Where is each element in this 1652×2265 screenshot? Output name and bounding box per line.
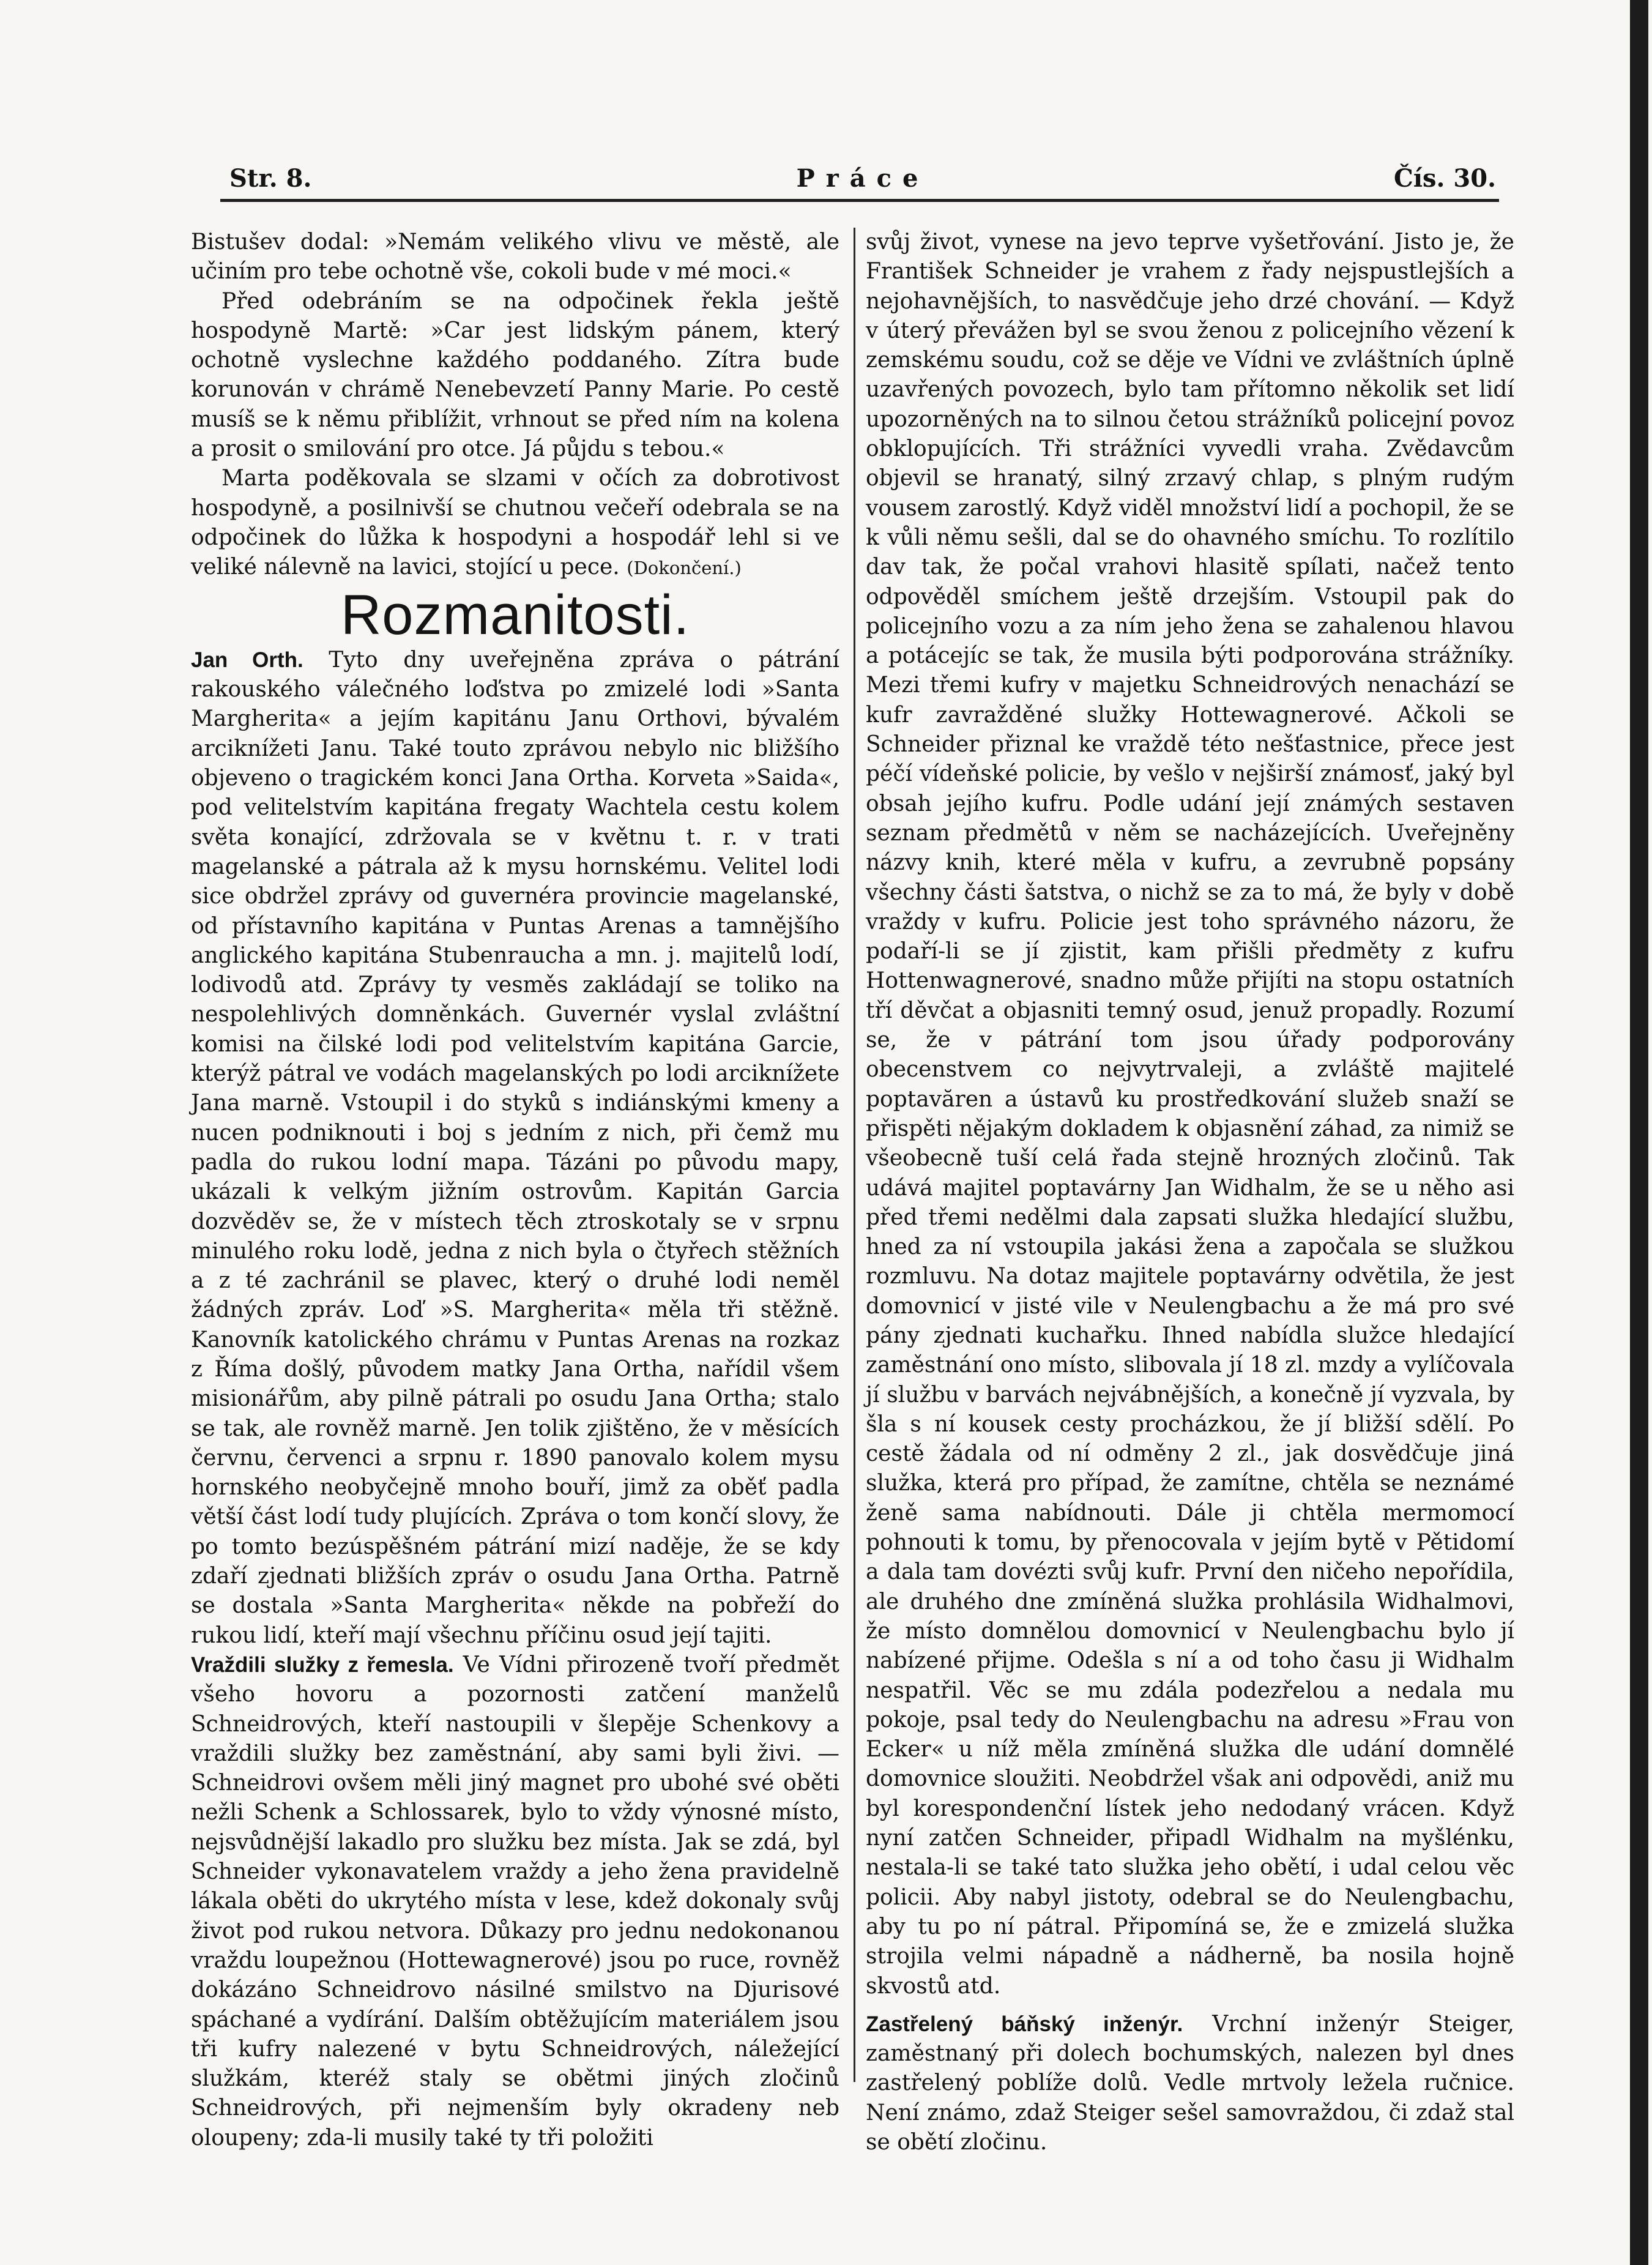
left-column xyxy=(191,228,839,2153)
article-continuation: svůj život, vynese na jevo teprve vyšetřování. Jisto je, že František Schneider je vrahem z řady nejspustlejších a nejohavnějších, to nasvědčuje jeho drzé chování. — Když v úterý převážen byl se svou ženou z policejního vězení k zemskému soudu, což se děje ve Vídni ve zvláštních úplně uzavřených povozech, bylo tam přítomno několik set lidí upozorněných na to silnou četou strážníků policejní povoz obklopujících. Tři strážníci vyvedli vraha. Zvědavcům objevil se hranatý, silný zrzavý chlap, s plným rudým vousem zarostlý. Když viděl množství lidí a pochopil, že se k vůli němu sešli, dal se do ohavného smíchu. To rozlítilo dav tak, že počal vrahovi hlasitě spílati, načež tento odpověděl smíchem ještě drzejším. Vstoupil pak do policejního vozu a za ním jeho žena se zahalenou hlavou a potácejíc se tak, že musila býti podporována strážníky. Mezi třemi kufry v majetku Schneidrových nenachází se kufr zavražděné služky Hottewagnerové. Ačkoli se Schneider přiznal ke vraždě této nešťastnice, přece jest péčí vídeňské policie, by vešlo v nejširší známosť, jaký byl obsah jejího kufru. Podle udání její známých sestaven seznam předmětů v něm se nacházejících. Uveřejněny názvy knih, které měla v kufru, a zevrubně popsány všechny části šatstva, o nichž se za to má, že byly v době vraždy v kufru. Policie jest toho správného názoru, že podaří-li se jí zjistit, kam přišli předměty z kufru Hottenwagnerové, snadno může přijíti na stopu ostatních tří děvčat a objasniti temný osud, jenuž propadly. Rozumí se, že v pátrání tom jsou úřady podporovány obecenstvem co nejvytrvaleji, a zvláště majitelé poptavăren a ústavů ku prostředkování služeb snaží se přispěti nějakým dokladem k objasnění záhad, za nimiž se všeobecně tuší celá řada stejně hrozných zločinů. Tak udává majitel poptavárny Jan Widhalm, že se u něho asi před třemi nedělmi dala zapsati služka hledající službu, hned za ní vstoupila jakási žena a započala se služkou rozmluvu. Na dotaz majitele poptavárny odvětila, že jest domovnicí v jisté vile v Neulengbachu a že má pro své pány zjednati kuchařku. Ihned nabídla služce hledající zaměstnání ono místo, slibovala jí 18 zl. mzdy a vylíčovala jí službu v barvách nejvábnějších, a konečně jí vyzvala, by šla s ní kousek cesty procházkou, že jí bližší sdělí. Po cestě žádala od ní odměny 2 zl., jak dosvědčuje jiná služka, která pro případ, že zamítne, chtěla se neznámé ženě sama nabídnouti. Dále ji chtěla mermomocí pohnouti k tomu, by přenocovala v jejím bytě v Pětidomí a dala tam dovézti svůj kufr. První den ničeho nepořídila, ale druhého dne zmíněná služka prohlásila Widhalmovi, že místo domnělou domovnicí v Neulengbachu bylo jí nabízené přijme. Odešla s ní a od toho času ji Widhalm nespatřil. Věc se mu zdála podezřelou a nedala mu pokoje, psal tedy do Neulengbachu na adresu »Frau von Ecker« u níž měla zmíněná služka dle udání domnělé domovnice sloužiti. Neobdržel však ani odpovědi, aniž mu byl korespondenční lístek jeho nedodaný vrácen. Když nyní zatčen Schneider, připadl Widhalm na myšlénku, nestala-li se také tato služka jeho obětí, i udal celou věc policii. Aby nabyl jistoty, odebral se do Neulengbachu, aby tu po ní pátral. Připomíná se, že e zmizelá služka strojila velmi nápadně a nádherně, ba nosila hojně skvostů atd. xyxy=(866,229,1514,1999)
story-paragraph-text: Marta poděkovala se slzami v očích za dobrotivost hospodyně, a posilnivší se chutnou večeří odebrala se na odpočinek do lůžka k hospodyni a hospodář lehl si ve veliké nálevně na lavici, stojící u pece. xyxy=(191,466,839,580)
article-text: Ve Vídni přirozeně tvoří předmět všeho hovoru a pozornosti zatčení manželů Schneidrových, kteří nastoupili v šlepěje Schenkovy a vraždili služky bez zaměstnání, aby sami byli živi. — Schneidrovi ovšem měli jiný magnet pro ubohé své oběti nežli Schenk a Schlossarek, bylo to vždy výnosné místo, nejsvůdnější lakadlo pro služku bez místa. Jak se zdá, byl Schneider vykonavatelem vraždy a jeho žena pravidelně lákala oběti do ukrytého místa v lese, kdež dokonaly svůj život pod rukou netvora. Důkazy pro jednu nedokonanou vraždu loupežnou (Hottewagnerové) jsou po ruce, rovněž dokázáno Schneidrovo násilné smilstvo na Djurisové spáchané a vydírání. Dalším obtěžujícím materiálem jsou tři kufry nalezené v bytu Schneidrových, náležející služkám, kteréž staly se obětmi jiných zločinů Schneidrových, při nejmenším byly okradeny neb oloupeny; zda-li musily také ty tři položiti xyxy=(191,1652,840,2151)
page-header xyxy=(229,164,1496,198)
article-vrazdili-sluzky xyxy=(191,1651,839,2153)
article-lead: Vraždili služky z řemesla. xyxy=(191,1652,454,1677)
continued-note: (Dokončení.) xyxy=(627,558,742,579)
right-column xyxy=(866,228,1514,2157)
article-lead: Zastřelený báňský inženýr. xyxy=(866,2012,1183,2036)
article-lead: Jan Orth. xyxy=(191,647,303,672)
article-text: Tyto dny uveřejněna zpráva o pátrání rakouského válečného loďstva po zmizelé lodi »Santa Margherita« a jejím kapitánu Janu Orthovi, bývalém arciknížeti Janu. Také touto zprávou nebylo nic bližšího objeveno o tragickém konci Jana Ortha. Korveta »Saida«, pod velitelstvím kapitána fregaty Wachtela cestu kolem světa konající, zdržovala se v květnu t. r. v trati magelanské a pátrala až k mysu hornskému. Velitel lodi sice obdržel zprávy od guvernéra provincie magelanské, od přístavního kapitána v Puntas Arenas a tamnějšího anglického kapitána Stubenraucha a mn. j. majitelů lodí, lodivodů atd. Zprávy ty vesměs zakládají se toliko na nespolehlivých domněnkách. Guvernér vyslal zvláštní komisi na čilské lodi pod velitelstvím kapitána Garcie, kterýž pátral ve vodách magelanských po lodi arciknížete Jana marně. Vstoupil i do styků s indiánskými kmeny a nucen podniknouti i boj s jedním z nich, při čemž mu padla do rukou lodní mapa. Tázáni po původu mapy, ukázali k velkým jižním ostrovům. Kapitán Garcia dozvěděv se, že v místech těch ztroskotaly se v srpnu minulého roku lodě, jedna z nich byla o čtyřech stěžních a z té zachránil se plavec, který o druhé lodi neměl žádných zpráv. Loď »S. Margherita« měla tři stěžně. Kanovník katolického chrámu v Puntas Arenas na rozkaz z Říma došlý, původem matky Jana Ortha, nařídil všem misionářům, aby pilně pátrali po osudu Jana Ortha; stalo se tak, ale rovněž marně. Jen tolik zjištěno, že v měsících červnu, červenci a srpnu r. 1890 panovalo kolem mysu hornského neobyčejně mnoho bouří, jimž za oběť padla větší část lodí tudy plujících. Zpráva o tom končí slovy, že po tomto bezúspěšném pátrání mizí naděje, že se kdy zdaří zjednati bližších zpráv o osudu Jana Ortha. Patrně se dostala »Santa Margherita« někde na pobřeží do rukou lidí, kteří mají všechnu příčinu osud její tajiti. xyxy=(191,647,840,1648)
issue-number: Čís. 30. xyxy=(1394,164,1496,193)
story-paragraph: Bistušev dodal: »Nemám velikého vlivu ve městě, ale učiním pro tebe ochotně vše, cokoli bude v mé moci.« xyxy=(191,229,839,285)
story-paragraph xyxy=(191,464,839,583)
story-paragraph: Před odebráním se na odpočinek řekla ještě hospodyně Martě: »Car jest lidským pánem, který ochotně vyslechne každého poddaného. Zítra bude korunován v chrámě Nenebevzetí Panny Marie. Po cestě musíš se k němu přiblížit, vrhnout se před ním na kolena a prosit o smilování pro otce. Já půjdu s tebou.« xyxy=(191,288,839,462)
column-divider xyxy=(854,228,855,2082)
section-heading: Rozmanitosti. xyxy=(340,583,690,646)
article-text: Vrchní inženýr Steiger, zaměstnaný při dolech bochumských, nalezen byl dnes zastřelený poblíže dolů. Vedle mrtvoly ležela ručnice. Není známo, zdaž Steiger sešel samovraždou, či zdaž stal se obětí zločinu. xyxy=(866,2011,1514,2155)
header-rule xyxy=(220,199,1499,202)
newspaper-title: Práce xyxy=(796,164,929,193)
article-zastreleny-inzenyr xyxy=(866,2010,1514,2157)
page-number: Str. 8. xyxy=(229,164,312,193)
scan-edge xyxy=(1630,0,1648,2265)
article-jan-orth xyxy=(191,646,839,1651)
